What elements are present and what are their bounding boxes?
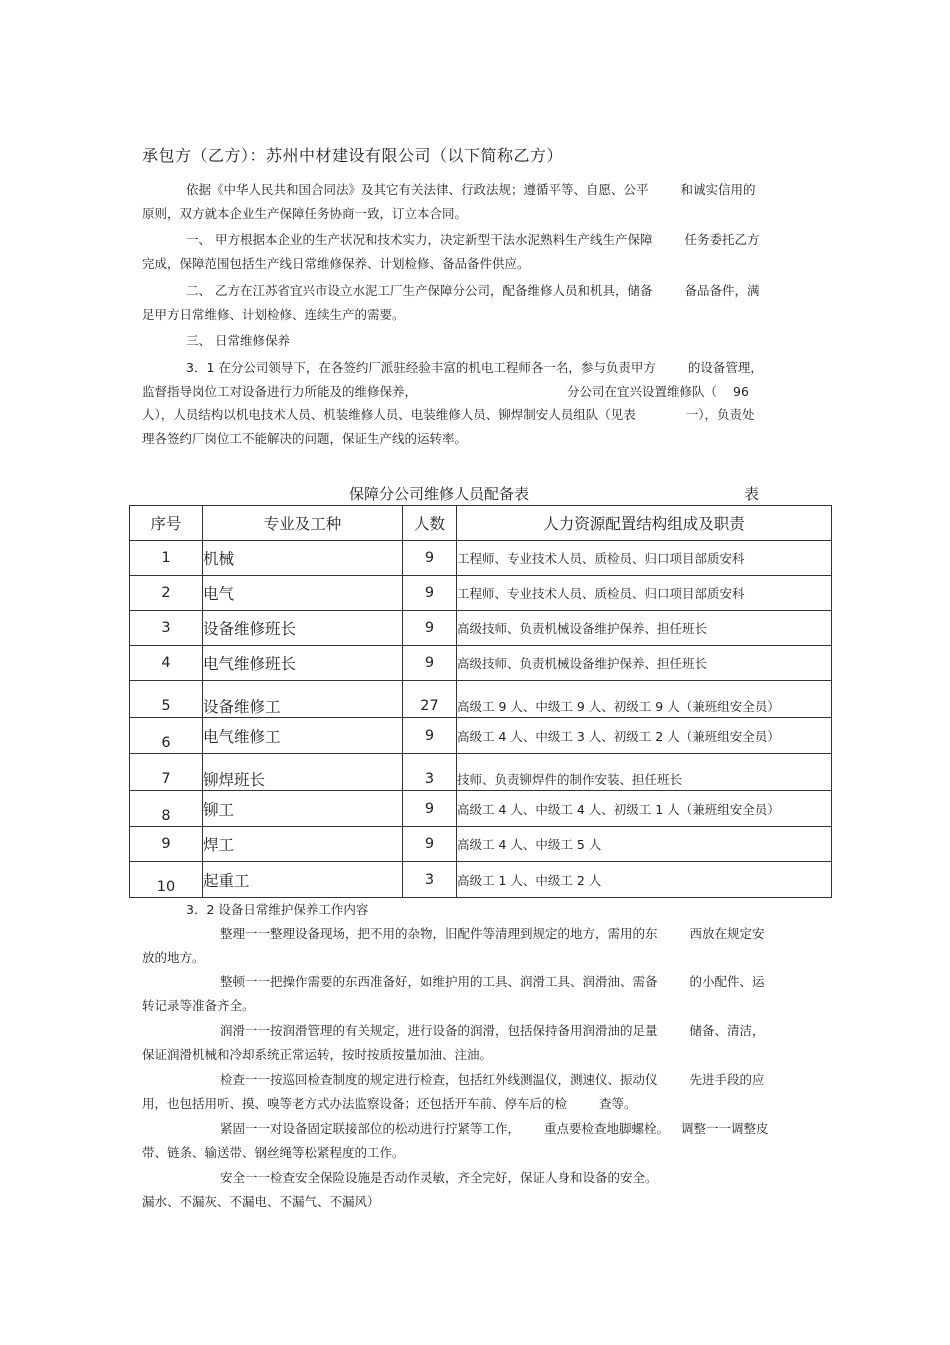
item-order-line-1b: 的小配件、运 [689, 974, 765, 989]
row-trade: 电气维修班长 [203, 646, 403, 681]
item-inspect [142, 1068, 826, 1115]
table-header-row [130, 506, 832, 541]
row-duty: 工程师、专业技术人员、质检员、归口项目部质安科 [457, 576, 832, 611]
row-count: 9 [403, 791, 457, 827]
item-lubricate-line-1: 润滑一一按润滑管理的有关规定，进行设备的润滑，包括保持备用润滑油的足量 [220, 1023, 658, 1038]
row-no: 6 [130, 718, 203, 754]
clause-3-1-line-3: 人），人员结构以机电技术人员、机装维修人员、电装维修人员、铆焊制安人员组队（见表 [142, 407, 636, 422]
item-fasten-line-2: 带、链条、输送带、钢丝绳等松紧程度的工作。 [142, 1144, 405, 1160]
intro-paragraph [142, 178, 826, 225]
row-count: 9 [403, 827, 457, 862]
intro-line-1b: 和诚实信用的 [680, 182, 756, 197]
row-no: 5 [130, 681, 203, 718]
table-row [130, 576, 832, 611]
clause-3-1-line-3b: 一），负责处 [685, 407, 755, 422]
clause-1-line-1: 一、 甲方根据本企业的生产状况和技术实力，决定新型干法水泥熟料生产线生产保障 [186, 232, 653, 247]
row-trade: 铆工 [203, 791, 403, 827]
intro-line-1: 依据《中华人民共和国合同法》及其它有关法律、行政法规；遵循平等、自愿、公平 [186, 182, 649, 197]
row-count: 9 [403, 646, 457, 681]
item-inspect-line-1: 检查一一按巡回检查制度的规定进行检查，包括红外线测温仪，测速仪、振动仪 [220, 1072, 658, 1087]
row-no: 8 [130, 791, 203, 827]
row-duty: 高级工 1 人、中级工 2 人 [457, 862, 832, 898]
contractor-line: 承包方（乙方）：苏州中材建设有限公司（以下简称乙方） [142, 146, 564, 165]
row-no: 2 [130, 576, 203, 611]
row-duty: 高级技师、负责机械设备维护保养、担任班长 [457, 646, 832, 681]
table-row [130, 791, 832, 827]
row-trade: 焊工 [203, 827, 403, 862]
row-duty: 高级工 4 人、中级工 3 人、初级工 2 人（兼班组安全员） [457, 718, 832, 754]
col-header-duty: 人力资源配置结构组成及职责 [457, 506, 832, 541]
item-adjust-line-1: 调整一一调整皮 [681, 1121, 769, 1136]
clause-1-line-1b: 任务委托乙方 [684, 232, 760, 247]
item-inspect-line-2b: 查等。 [599, 1095, 637, 1111]
clause-2-paragraph [142, 279, 826, 326]
row-duty: 工程师、专业技术人员、质检员、归口项目部质安科 [457, 541, 832, 576]
row-count: 9 [403, 718, 457, 754]
col-header-no: 序号 [130, 506, 203, 541]
clause-3-1-line-2b: 分公司在宜兴设置维修队（ [567, 383, 718, 399]
table-title-suffix: 表 [744, 485, 760, 503]
row-count: 9 [403, 611, 457, 646]
clause-2-line-1: 二、 乙方在江苏省宜兴市设立水泥工厂生产保障分公司，配备维修人员和机具，储备 [186, 283, 653, 298]
intro-line-2: 原则，双方就本企业生产保障任务协商一致，订立本合同。 [142, 205, 468, 221]
row-trade: 电气 [203, 576, 403, 611]
col-header-count: 人数 [403, 506, 457, 541]
row-count: 9 [403, 541, 457, 576]
row-no: 1 [130, 541, 203, 576]
clause-3-1-line-4: 理各签约厂岗位工不能解决的问题，保证生产线的运转率。 [142, 430, 468, 446]
row-trade: 设备维修工 [203, 681, 403, 718]
row-trade: 机械 [203, 541, 403, 576]
item-tidy-line-1: 整理一一整理设备现场，把不用的杂物，旧配件等清理到规定的地方，需用的东 [220, 926, 658, 941]
table-row [130, 681, 832, 718]
staff-table [129, 505, 832, 898]
item-lubricate-line-1b: 储备、清洁， [689, 1023, 765, 1038]
row-trade: 铆焊班长 [203, 754, 403, 791]
row-count: 3 [403, 754, 457, 791]
item-safety-line-2: 漏水、不漏灰、不漏电、不漏气、不漏风） [142, 1193, 380, 1209]
item-inspect-line-1b: 先进手段的应 [689, 1072, 765, 1087]
clause-3-1-line-1b: 的设备管理， [687, 360, 763, 375]
item-order-line-2: 转记录等准备齐全。 [142, 997, 255, 1013]
table-row [130, 646, 832, 681]
row-count: 27 [403, 681, 457, 718]
clause-1-line-2: 完成，保障范围包括生产线日常维修保养、计划检修、备品备件供应。 [142, 255, 530, 271]
item-inspect-line-2: 用，也包括用听、摸、嗅等老方式办法监察设备；还包括开车前、停车后的检 [142, 1095, 568, 1111]
team-size-value: 96 [733, 383, 749, 399]
item-tidy-line-2: 放的地方。 [142, 949, 205, 965]
row-duty: 高级工 4 人、中级工 4 人、初级工 1 人（兼班组安全员） [457, 791, 832, 827]
table-row [130, 611, 832, 646]
item-order-line-1: 整顿一一把操作需要的东西准备好，如维护用的工具、润滑工具、润滑油、需备 [220, 974, 658, 989]
item-lubricate-line-2: 保证润滑机械和冷却系统正常运转，按时按质按量加油、注油。 [142, 1046, 493, 1062]
item-fasten-line-1b: 重点要检查地脚螺栓。 [544, 1121, 670, 1136]
row-duty: 高级技师、负责机械设备维护保养、担任班长 [457, 611, 832, 646]
row-no: 10 [130, 862, 203, 898]
row-trade: 设备维修班长 [203, 611, 403, 646]
clause-2-line-1b: 备品备件，满 [684, 283, 760, 298]
row-duty: 高级工 9 人、中级工 9 人、初级工 9 人（兼班组安全员） [457, 681, 832, 718]
row-no: 7 [130, 754, 203, 791]
table-title: 保障分公司维修人员配备表 [349, 485, 530, 503]
item-fasten [142, 1117, 826, 1164]
clause-3-1-paragraph [142, 356, 826, 450]
row-no: 9 [130, 827, 203, 862]
row-trade: 起重工 [203, 862, 403, 898]
row-duty: 高级工 4 人、中级工 5 人 [457, 827, 832, 862]
clause-2-line-2: 足甲方日常维修、计划检修、连续生产的需要。 [142, 306, 405, 322]
item-order [142, 970, 826, 1017]
clause-3-1-line-1: 3．1 在分公司领导下，在各签约厂派驻经验丰富的机电工程师各一名，参与负责甲方 [186, 360, 656, 375]
item-lubricate [142, 1019, 826, 1066]
table-row [130, 754, 832, 791]
row-duty: 技师、负责铆焊件的制作安装、担任班长 [457, 754, 832, 791]
clause-3-2-title: 3．2 设备日常维护保养工作内容 [186, 902, 369, 917]
item-safety-line-1: 安全一一检查安全保险设施是否动作灵敏，齐全完好，保证人身和设备的安全。 [220, 1170, 658, 1185]
clause-3-title: 三、 日常维修保养 [186, 333, 290, 348]
table-row [130, 862, 832, 898]
row-count: 9 [403, 576, 457, 611]
table-row [130, 827, 832, 862]
item-fasten-line-1: 紧固一一对设备固定联接部位的松动进行拧紧等工作， [220, 1121, 521, 1136]
item-tidy-line-1b: 西放在规定安 [689, 926, 765, 941]
row-trade: 电气维修工 [203, 718, 403, 754]
table-row [130, 718, 832, 754]
table-row [130, 541, 832, 576]
item-safety [142, 1166, 826, 1213]
row-count: 3 [403, 862, 457, 898]
row-no: 4 [130, 646, 203, 681]
col-header-trade: 专业及工种 [203, 506, 403, 541]
clause-3-1-line-2: 监督指导岗位工对设备进行力所能及的维修保养， [142, 383, 418, 399]
clause-1-paragraph [142, 228, 826, 275]
item-tidy [142, 922, 826, 969]
row-no: 3 [130, 611, 203, 646]
